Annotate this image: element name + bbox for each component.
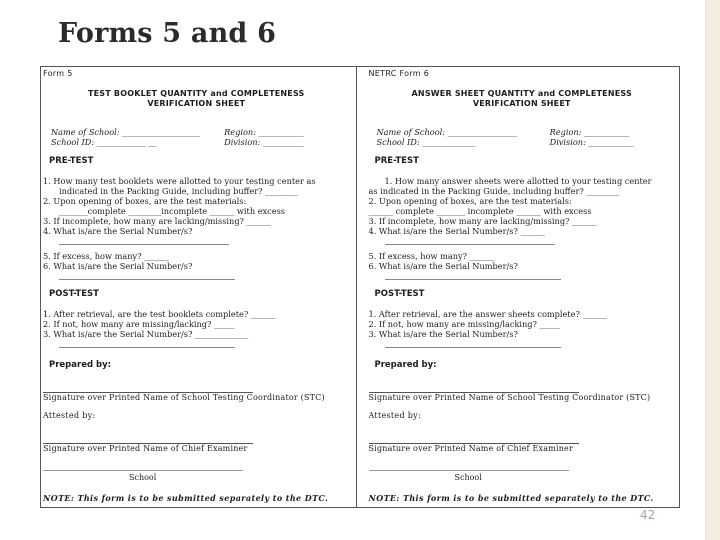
- form-6-stc-signature-label: Signature over Printed Name of School Testing Coordinator (STC): [368, 393, 651, 402]
- form-6-pre-item-1b: as indicated in the Packing Guide, including buffer? ________: [368, 186, 620, 196]
- form-5-ce-signature-line: [43, 421, 253, 444]
- form-6-school-info: [369, 127, 676, 147]
- form-5-pre-item-2b: _______complete ________incomplete ______ with excess: [59, 206, 285, 216]
- form-6-note: NOTE: This form is to be submitted separately to the DTC.: [368, 493, 654, 503]
- form-5-prepared-by: Prepared by:: [49, 360, 112, 370]
- form-5: [41, 67, 356, 507]
- form-6-pre-test-title: PRE-TEST: [374, 156, 419, 166]
- form-5-label: Form 5: [43, 69, 73, 78]
- slide-side-bar: [705, 0, 720, 540]
- form-6-pre-item-4: 4. What is/are the Serial Number/s? ______: [368, 226, 546, 236]
- forms-scan: [40, 66, 680, 508]
- slide-title: Forms 5 and 6: [58, 18, 277, 49]
- form-6-attested-by: Attested by:: [368, 411, 421, 420]
- form-6-serial-line: [385, 236, 555, 245]
- form-5-school-info: [43, 127, 350, 147]
- form-5-pre-item-5: 5. If excess, how many? ______: [43, 251, 169, 261]
- form-6-post-item-2: 2. If not, how many are missing/lacking? _____: [368, 319, 560, 329]
- form-6-prepared-by: Prepared by:: [374, 360, 437, 370]
- form-6-heading-line2: VERIFICATION SHEET: [472, 99, 571, 108]
- form-6-pre-item-1: 1. How many answer sheets were allotted to your testing center: [384, 176, 652, 186]
- form-5-pre-item-3: 3. If incomplete, how many are lacking/missing? ______: [43, 216, 272, 226]
- form-6-heading: [369, 89, 676, 109]
- form-5-pre-item-1b: indicated in the Packing Guide, including buffer? ________: [59, 186, 298, 196]
- form-6-pre-item-2b: ______ complete _______ incomplete ______ with excess: [368, 206, 592, 216]
- form-5-post-item-2: 2. If not, how many are missing/lacking? _____: [43, 319, 235, 329]
- form-5-name-of-school: Name of School: ___________________: [51, 127, 200, 137]
- form-6-post-test-title: POST-TEST: [374, 289, 425, 299]
- form-6-ce-signature-line: [369, 421, 579, 444]
- form-5-ce-signature-label: Signature over Printed Name of Chief Examiner: [43, 444, 248, 453]
- form-5-pre-item-2: 2. Upon opening of boxes, are the test materials:: [43, 196, 247, 206]
- form-6-label: NETRC Form 6: [368, 69, 430, 78]
- form-5-pre-item-6: 6. What is/are the Serial Number/s?: [43, 261, 193, 271]
- form-5-serial-line: [59, 236, 229, 245]
- form-5-region: Region: ___________: [224, 127, 304, 137]
- form-6-name-of-school: Name of School: _________________: [376, 127, 518, 137]
- form-5-school-id: School ID: ____________ __: [51, 137, 157, 147]
- slide-number: 42: [640, 508, 656, 522]
- form-6-division: Division: ___________: [549, 137, 634, 147]
- form-5-heading-line2: VERIFICATION SHEET: [147, 99, 246, 108]
- form-5-post-item-3: 3. What is/are the Serial Number/s? _____________: [43, 329, 249, 339]
- form-5-pre-item-4: 4. What is/are the Serial Number/s?: [43, 226, 193, 236]
- form-6: [356, 67, 680, 507]
- form-5-post-serial-line: [59, 339, 235, 348]
- form-5-stc-signature-label: Signature over Printed Name of School Testing Coordinator (STC): [43, 393, 325, 402]
- form-6-pre-item-5: 5. If excess, how many? ______: [368, 251, 495, 261]
- form-6-post-serial-line: [385, 339, 561, 348]
- form-6-ce-signature-label: Signature over Printed Name of Chief Examiner: [368, 444, 574, 453]
- form-5-attested-by: Attested by:: [43, 411, 96, 420]
- form-6-post-item-3: 3. What is/are the Serial Number/s?: [368, 329, 518, 339]
- form-5-school-label: School: [129, 473, 157, 482]
- form-6-serial-line-2: [385, 271, 561, 280]
- form-5-heading: [43, 89, 350, 109]
- form-6-pre-item-3: 3. If incomplete, how many are lacking/missing? ______: [368, 216, 597, 226]
- form-6-school-label: School: [454, 473, 482, 482]
- form-6-heading-line1: ANSWER SHEET QUANTITY and COMPLETENESS: [411, 89, 632, 98]
- form-6-pre-item-6: 6. What is/are the Serial Number/s?: [368, 261, 518, 271]
- form-6-post-item-1: 1. After retrieval, are the answer sheets complete? ______: [368, 309, 608, 319]
- form-5-pre-test-title: PRE-TEST: [49, 156, 94, 166]
- form-6-pre-item-2: 2. Upon opening of boxes, are the test materials:: [368, 196, 572, 206]
- form-5-heading-line1: TEST BOOKLET QUANTITY and COMPLETENESS: [87, 89, 305, 98]
- form-5-school-line: [43, 454, 243, 471]
- form-6-region: Region: ___________: [549, 127, 630, 137]
- form-6-stc-signature-line: [369, 370, 579, 393]
- form-5-post-test-title: POST-TEST: [49, 289, 99, 299]
- form-5-stc-signature-line: [43, 370, 253, 393]
- form-6-school-line: [369, 454, 569, 471]
- form-5-division: Division: __________: [224, 137, 304, 147]
- form-5-note: NOTE: This form is to be submitted separately to the DTC.: [43, 493, 329, 503]
- form-5-post-item-1: 1. After retrieval, are the test booklets complete? ______: [43, 309, 276, 319]
- form-6-school-id: School ID: _____________: [376, 137, 476, 147]
- form-5-serial-line-2: [59, 271, 235, 280]
- form-5-pre-item-1: 1. How many test booklets were allotted to your testing center as: [43, 176, 316, 186]
